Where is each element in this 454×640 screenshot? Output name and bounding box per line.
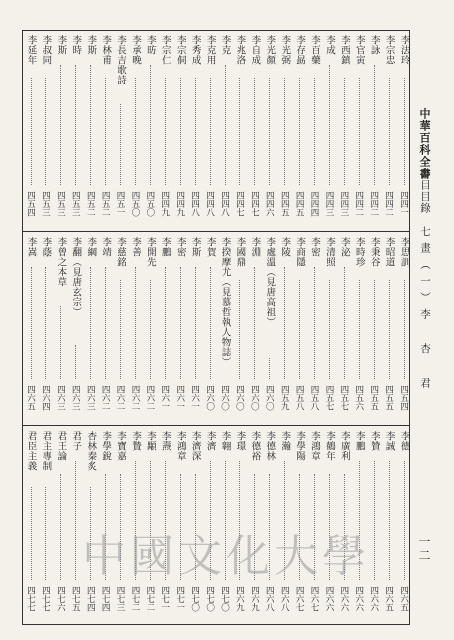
dot-leader — [75, 345, 76, 379]
entry-title: 李宗仁 — [159, 35, 171, 65]
entry-page: 四六〇 — [204, 385, 215, 411]
entry-page: 四五五 — [383, 385, 394, 411]
watermark: 中國文化大學 — [82, 531, 370, 582]
entry-page: 四六八 — [264, 586, 275, 612]
entry-page: 四四六 — [264, 191, 275, 217]
entry-title: 李時珍 — [353, 237, 365, 267]
entry-page: 四七二 — [144, 586, 155, 612]
page-number: 一二 — [417, 535, 431, 563]
dot-leader — [195, 78, 196, 185]
dot-leader — [150, 65, 151, 185]
dot-leader — [359, 280, 360, 379]
entry-title: 李承晚 — [129, 35, 141, 65]
entry-title: 李光顏 — [264, 35, 276, 65]
dot-leader — [239, 78, 240, 185]
entry-page: 四六七 — [309, 586, 320, 612]
entry-title: 李揆摩尤（見慕哲執人物誌） — [219, 237, 231, 367]
entry-title: 君王論 — [55, 431, 67, 461]
entry-page: 四六一 — [174, 385, 185, 411]
dot-leader — [60, 474, 61, 580]
dot-leader — [135, 267, 136, 379]
entry-title: 李秉谷 — [368, 237, 380, 267]
entry-page: 四五七 — [323, 385, 334, 411]
entry-title: 李長吉歌詩 — [115, 35, 127, 85]
running-header — [410, 30, 450, 625]
entry-title: 李百藥 — [309, 35, 321, 65]
dot-leader — [135, 78, 136, 185]
entry-title: 李斯 — [85, 35, 97, 55]
dot-leader — [299, 78, 300, 185]
entry-page: 四六〇 — [219, 385, 230, 411]
dot-leader — [180, 78, 181, 185]
entry-title: 李克用 — [204, 35, 216, 65]
entry-title: 李翱 — [219, 431, 231, 451]
entry-title: 李淵 — [249, 237, 261, 257]
dot-leader — [165, 267, 166, 379]
entry-page: 四七一 — [174, 586, 185, 612]
entry-title: 李璟 — [234, 431, 246, 451]
entry-title: 君子 — [70, 431, 82, 451]
dot-leader — [404, 280, 405, 379]
entry-page: 四六八 — [279, 586, 290, 612]
entry-page: 四四七 — [249, 191, 260, 217]
entry-title: 李德林 — [264, 431, 276, 461]
entry-page: 四七三 — [115, 586, 126, 612]
entry-title: 李叔同 — [40, 35, 52, 65]
dot-leader — [45, 78, 46, 185]
entry-page: 四五四 — [398, 385, 409, 411]
entry-page: 四五一 — [115, 191, 126, 217]
entry-title: 李陵 — [279, 237, 291, 257]
dot-leader — [210, 78, 211, 185]
entry-title: 李處溫（見唐高祖） — [264, 237, 276, 327]
catalog-band-1 — [23, 31, 409, 231]
entry-page: 四四一 — [398, 191, 409, 217]
entry-page: 四六一 — [159, 385, 170, 411]
dot-leader — [404, 461, 405, 580]
dot-leader — [389, 78, 390, 185]
entry-page: 四四九 — [159, 191, 170, 217]
entry-title: 李學銳 — [100, 431, 112, 461]
dot-leader — [269, 358, 270, 379]
entry-title: 李開先 — [144, 237, 156, 267]
entry-title: 李西鎮 — [338, 35, 350, 65]
entry-title: 李綱 — [85, 237, 97, 257]
dot-leader — [105, 78, 106, 185]
catalog-band-2 — [23, 233, 409, 425]
entry-title: 李贄 — [129, 431, 141, 451]
entry-page: 四五七 — [338, 385, 349, 411]
entry-page: 四五〇 — [144, 191, 155, 217]
dot-leader — [210, 267, 211, 379]
entry-page: 四四八 — [204, 191, 215, 217]
entry-page: 四六一 — [189, 385, 200, 411]
entry-page: 四四七 — [234, 191, 245, 217]
entry-title: 李時 — [70, 35, 82, 55]
entry-page: 四六二 — [115, 385, 126, 411]
entry-title: 李密 — [174, 237, 186, 257]
series-title: 中華百科全書 — [418, 108, 431, 180]
entry-title: 杏林秦炙 — [85, 431, 97, 471]
entry-title: 李商隱 — [294, 237, 306, 267]
entry-page: 四六七 — [294, 586, 305, 612]
dot-leader — [374, 65, 375, 185]
entry-page: 四四二 — [368, 191, 379, 217]
dot-leader — [31, 487, 32, 580]
entry-title: 李學陽 — [294, 431, 306, 461]
dot-leader — [195, 267, 196, 379]
entry-title: 李廣利 — [338, 431, 350, 461]
dot-leader — [150, 280, 151, 379]
entry-title: 李光弼 — [279, 35, 291, 65]
dot-leader — [75, 461, 76, 580]
dot-leader — [60, 306, 61, 379]
entry-title: 李誠 — [383, 431, 395, 451]
entry-title: 李宗侗 — [174, 35, 186, 65]
entry-page: 四五六 — [353, 385, 364, 411]
entry-title: 李延年 — [25, 35, 37, 65]
entry-title: 李贊 — [368, 431, 380, 451]
entry-title: 李曾之本草 — [55, 237, 67, 287]
entry-page: 四六二 — [100, 385, 111, 411]
entry-title: 李鶴年 — [323, 431, 335, 461]
entry-title: 李善 — [129, 237, 141, 257]
entry-title: 李宗忠 — [383, 35, 395, 65]
entry-title: 李斯 — [189, 237, 201, 257]
entry-title: 李思訓 — [398, 237, 410, 267]
entry-title: 李顒 — [144, 431, 156, 451]
entry-page: 四六三 — [85, 385, 96, 411]
entry-title: 李寶嘉 — [115, 431, 127, 461]
dot-leader — [359, 78, 360, 185]
section-title: 七畫（一）李 杏 君 — [419, 226, 431, 394]
dot-leader — [329, 65, 330, 185]
entry-title: 李濟深 — [189, 431, 201, 461]
entry-page: 四七〇 — [189, 586, 200, 612]
entry-title: 李翻（見唐玄宗） — [70, 237, 82, 317]
dot-leader — [299, 280, 300, 379]
entry-page: 四六四 — [40, 385, 51, 411]
entry-page: 四五八 — [294, 385, 305, 411]
dot-leader — [60, 65, 61, 185]
entry-title: 李蔭 — [40, 237, 52, 257]
dot-leader — [31, 267, 32, 379]
dot-leader — [45, 267, 46, 379]
entry-page: 四六六 — [368, 586, 379, 612]
entry-page: 四六五 — [398, 586, 409, 612]
entry-page: 四五二 — [100, 191, 111, 217]
entry-title: 李慈銘 — [115, 237, 127, 267]
entry-page: 四六〇 — [264, 385, 275, 411]
dot-leader — [389, 461, 390, 580]
entry-page: 四五三 — [70, 191, 81, 217]
dot-leader — [269, 78, 270, 185]
volume-title: 辭目目錄 — [419, 168, 431, 214]
entry-page: 四六二 — [129, 385, 140, 411]
entry-title: 李林甫 — [100, 35, 112, 65]
entry-title: 李鵬 — [159, 237, 171, 257]
entry-page: 四五五 — [368, 385, 379, 411]
dot-leader — [344, 78, 345, 185]
entry-title: 李泌 — [338, 237, 350, 257]
entry-title: 李靖 — [100, 237, 112, 257]
entry-title: 李德 — [398, 431, 410, 451]
entry-page: 四四八 — [189, 191, 200, 217]
entry-page: 四七四 — [100, 586, 111, 612]
entry-title: 李國鼎 — [234, 237, 246, 267]
entry-page: 四六〇 — [234, 385, 245, 411]
entry-title: 李燾 — [159, 431, 171, 451]
dot-leader — [75, 65, 76, 185]
entry-page: 四六九 — [249, 586, 260, 612]
dot-leader — [105, 267, 106, 379]
entry-page: 四六三 — [70, 385, 81, 411]
entry-title: 李鴻章 — [174, 431, 186, 461]
entry-title: 君臣主義 — [25, 431, 37, 471]
dot-leader — [254, 78, 255, 185]
entry-title: 李秀成 — [189, 35, 201, 65]
dot-leader — [374, 280, 375, 379]
dot-leader — [120, 280, 121, 379]
entry-title: 君主專制 — [40, 431, 52, 471]
entry-page: 四七六 — [55, 586, 66, 612]
dot-leader — [90, 65, 91, 185]
dot-leader — [225, 65, 226, 185]
dot-leader — [90, 267, 91, 379]
entry-page: 四七〇 — [219, 586, 230, 612]
dot-leader — [239, 280, 240, 379]
entry-title: 李存勗 — [294, 35, 306, 65]
entry-page: 四五八 — [309, 385, 320, 411]
entry-page: 四六二 — [144, 385, 155, 411]
entry-title: 李清照 — [323, 237, 335, 267]
entry-page: 四五九 — [279, 385, 290, 411]
entry-page: 四四五 — [279, 191, 290, 217]
entry-title: 李德裕 — [249, 431, 261, 461]
entry-title: 李鵬 — [353, 431, 365, 451]
entry-title: 李官寅 — [353, 35, 365, 65]
entry-page: 四七二 — [129, 586, 140, 612]
entry-page: 四五三 — [40, 191, 51, 217]
entry-page: 四七〇 — [204, 586, 215, 612]
entry-page: 四七七 — [40, 586, 51, 612]
dot-leader — [329, 280, 330, 379]
entry-title: 李嵩 — [25, 237, 37, 257]
entry-title: 李鴻章 — [309, 431, 321, 461]
dot-leader — [284, 267, 285, 379]
entry-page: 四七五 — [70, 586, 81, 612]
entry-page: 四四九 — [174, 191, 185, 217]
entry-page: 四七七 — [25, 586, 36, 612]
entry-page: 四四四 — [309, 191, 320, 217]
entry-page: 四四二 — [353, 191, 364, 217]
entry-page: 四六六 — [323, 586, 334, 612]
dot-leader — [314, 267, 315, 379]
entry-page: 四七四 — [85, 586, 96, 612]
entry-page: 四六三 — [55, 385, 66, 411]
dot-leader — [120, 104, 121, 185]
dot-leader — [254, 267, 255, 379]
entry-page: 四五四 — [25, 191, 36, 217]
entry-title: 李賀 — [204, 237, 216, 257]
entry-page: 四六五 — [25, 385, 36, 411]
entry-page: 四六六 — [338, 586, 349, 612]
entry-title: 李自成 — [249, 35, 261, 65]
entry-title: 李法玲 — [398, 35, 410, 65]
entry-page: 四五三 — [55, 191, 66, 217]
entry-title: 李濟 — [204, 431, 216, 451]
entry-page: 四四五 — [294, 191, 305, 217]
dot-leader — [180, 267, 181, 379]
band-divider — [23, 231, 409, 232]
entry-title: 李密 — [309, 237, 321, 257]
dot-leader — [284, 78, 285, 185]
entry-page: 四五〇 — [129, 191, 140, 217]
entry-page: 四七一 — [159, 586, 170, 612]
entry-title: 李瀚 — [279, 431, 291, 451]
entry-page: 四四八 — [219, 191, 230, 217]
entry-page: 四四三 — [323, 191, 334, 217]
entry-title: 李克 — [219, 35, 231, 55]
dot-leader — [374, 461, 375, 580]
dot-leader — [31, 78, 32, 185]
dot-leader — [45, 487, 46, 580]
entry-page: 四四三 — [338, 191, 349, 217]
entry-title: 李昉 — [144, 35, 156, 55]
entry-page: 四五二 — [85, 191, 96, 217]
dot-leader — [314, 78, 315, 185]
entry-page: 四六九 — [234, 586, 245, 612]
entry-title: 李詠 — [368, 35, 380, 55]
band-divider — [23, 425, 409, 426]
dot-leader — [165, 78, 166, 185]
entry-page: 四六〇 — [249, 385, 260, 411]
dot-leader — [344, 267, 345, 379]
entry-title: 李兆洛 — [234, 35, 246, 65]
entry-title: 李成 — [323, 35, 335, 55]
entry-page: 四六五 — [383, 586, 394, 612]
entry-title: 李昭道 — [383, 237, 395, 267]
dot-leader — [404, 78, 405, 185]
entry-title: 李斯 — [55, 35, 67, 55]
entry-page: 四四二 — [383, 191, 394, 217]
dot-leader — [389, 280, 390, 379]
entry-page: 四六六 — [353, 586, 364, 612]
